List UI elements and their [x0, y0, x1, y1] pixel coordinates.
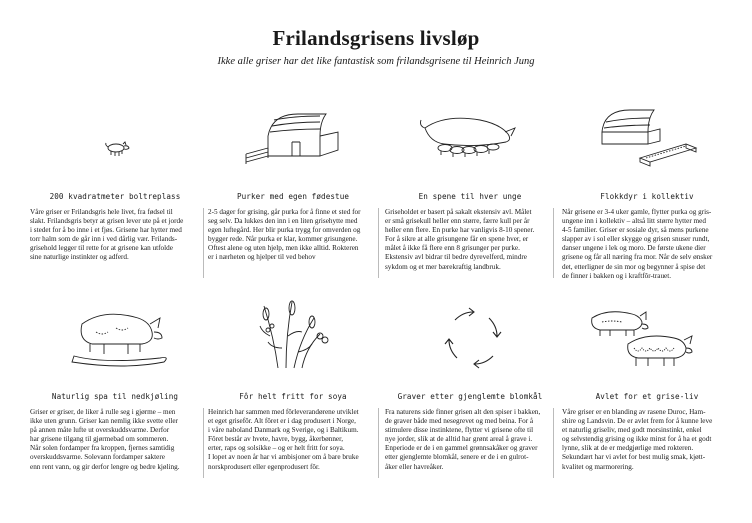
body-line: åker eller havreåker. [385, 462, 444, 471]
body-line: slapper av i sol eller skygge og grisen snuser rundt, [562, 235, 710, 244]
circular-arrows-icon [385, 296, 555, 376]
card-heading: En spene til hver unge [418, 192, 522, 201]
page-title: Frilandsgrisens livsløp [272, 26, 480, 50]
body-line: enn rent vann, og gir derfor lengre og bedre kjøling. [30, 462, 180, 471]
body-line: sine naturlige instinkter og adferd. [30, 253, 129, 262]
body-line: slakt. Frilandsgris betyr at grisen lever ute på et jorde [30, 217, 184, 226]
body-line: overskuddsvarme. Solevann fordamper saktere [30, 453, 165, 462]
card-heading: Avlet for et grise-liv [595, 392, 699, 401]
body-line: Når solen fordamper fra kroppen, fjernes samtidig [30, 444, 175, 453]
body-line: 2-5 dager for grising, går purka for å finne et sted for [208, 208, 361, 216]
card-body [562, 208, 732, 281]
sow-nursing-piglets-icon [385, 96, 555, 176]
body-line: på annen måte lufte ut overskuddsvarme. Derfor [30, 426, 170, 435]
card-body [385, 408, 555, 472]
card-body [385, 208, 555, 272]
body-line: stimulere disse instinktene, flytter vi grisene ofte til [385, 426, 534, 435]
body-line: det, etterligner de sin mor og begynner å spise det [562, 262, 706, 271]
body-line: heller enn flere. En purke har vanligvis 8-10 spener. [385, 226, 535, 235]
farrowing-hut-icon [208, 96, 378, 176]
hut-and-trough-icon [562, 96, 732, 176]
pig-in-mud-icon [30, 296, 200, 376]
body-line: bygger rede. Når purka er klar, kommer grisungene. [208, 235, 358, 244]
card-heading: Purker med egen fødestue [236, 192, 350, 201]
body-line: Enperiode er de i en gammel grønnsakåker og graver [385, 444, 538, 453]
body-line: de finner i bakken og i kraftfôr-trauet. [562, 271, 672, 280]
body-line: Når grisene er 3-4 uker gamle, flytter purka og gris- [562, 208, 712, 216]
card-heading: Flokkdyr i kollektiv [600, 192, 694, 201]
body-line: de graver både med nesegrevet og med beina. For å [385, 417, 534, 426]
divider [378, 408, 379, 478]
body-line: er i nærheten og hjelper til ved behov [208, 253, 316, 262]
body-line: i stedet for å bo inne i et fjøs. Grisene har hytter med [30, 226, 182, 235]
body-line: Sekundært har vi avlet for best mulig smak, kjøtt- [562, 453, 706, 462]
body-line: Ekstensiv avl bidrar til bedre dyrevelferd, mindre [385, 253, 527, 262]
body-line: seg selv. Da lukkes den inn i en liten grisehytte med [208, 217, 358, 226]
body-line: et eget grisefôr. Alt fôret er i dag produsert i Norge, [208, 417, 356, 426]
body-line: 4-5 familier. Griser er sosiale dyr, så mens purkene [562, 226, 709, 235]
body-line: kvalitet og marmorering. [562, 462, 634, 471]
card-heading: 200 kvadratmeter boltreplass [49, 192, 181, 201]
body-line: har grisene tilgang til gjørmebad om sommeren. [30, 435, 169, 444]
card-body [30, 208, 200, 263]
body-line: Griseholdet er basert på sakalt ekstensiv avl. Målet [385, 208, 532, 216]
body-line: Griser er griser, de liker å rulle seg i gjørme – men [30, 408, 176, 416]
body-line: målet å ikke få flere enn 8 grisunger per purke. [385, 244, 520, 253]
body-line: Våre griser er en blanding av rasene Duroc, Ham- [562, 408, 706, 416]
body-line: ikke uten grunn. Griser kan nemlig ikke svette eller [30, 417, 178, 426]
card-heading: Fôr helt fritt for soya [239, 392, 347, 401]
body-line: grisehold legger til rette for at grisene kan utfolde [30, 244, 173, 253]
body-line: ungene inn i kollektiv – altså litt større hytter med [562, 217, 706, 226]
body-line: I lopet av noen år har vi ambisjoner om å bare bruke [208, 453, 359, 462]
body-line: et naturlig griseliv, med godt morsinstinkt, enkel [562, 426, 702, 435]
divider [378, 208, 379, 278]
body-line: Våre griser er Frilandsgris hele livet, fra fødsel til [30, 208, 173, 216]
body-line: norskprodusert eller egenprodusert fôr. [208, 462, 320, 471]
divider [203, 208, 204, 278]
body-line: danser ungene i lek og moro. De første ukene dier [562, 244, 706, 253]
divider [203, 408, 204, 478]
body-line: og selvstendig grising og ikke minst for å ha et godt [562, 435, 712, 444]
card-heading: Graver etter gjenglemte blomkål [397, 392, 543, 401]
card-body [562, 408, 732, 472]
body-line: Oftest alene og uten hjelp, men ikke alltid. Rokteren [208, 244, 359, 253]
body-line: sykdom og et mer bærekraftig landbruk. [385, 262, 501, 271]
two-pig-breeds-icon [562, 296, 732, 376]
body-line: nye jorder, slik at de alltid har grønt areal å grave i. [385, 435, 533, 444]
body-line: For å sikre at alle grisungene får en spene hver, er [385, 235, 529, 244]
body-line: Fra naturens side finner grisen alt den spiser i bakken, [385, 408, 541, 416]
body-line: Heinrich har sammen med fôrleverandørene utviklet [208, 408, 359, 416]
body-line: er små grisekull heller enn større, færre kull per år [385, 217, 530, 226]
card-body [208, 408, 378, 472]
card-heading: Naturlig spa til nedkjøling [51, 392, 179, 401]
body-line: Fôret består av hvete, havre, bygg, åkerbønner, [208, 435, 344, 444]
small-pig-icon [30, 96, 200, 176]
card-body [30, 408, 200, 472]
body-line: lynne, slik at de er medgjørlige med rokteren. [562, 444, 694, 453]
body-line: torr halm som de går inn i ved dårlig vær. Frilands- [30, 235, 178, 244]
grain-and-plants-icon [208, 296, 378, 376]
body-line: etter gjenglemte blomkål, senere er de i en gulrot- [385, 453, 529, 462]
body-line: erter, raps og solsikke – og er helt fritt for soya. [208, 444, 345, 453]
body-line: shire og Landsvin. De er avlet frem for å kunne leve [562, 417, 713, 426]
card-body [208, 208, 378, 263]
body-line: i våre naboland Danmark og Sverige, og i Baltikum. [208, 426, 359, 435]
body-line: grisene og får all næring fra mor. Når de selv ønsker [562, 253, 713, 262]
body-line: egen luftegård. Her blir purka trygg for omverden og [208, 226, 361, 235]
page-subtitle: Ikke alle griser har det like fantastisk som frilandsgrisene til Heinrich Jung [217, 56, 535, 67]
